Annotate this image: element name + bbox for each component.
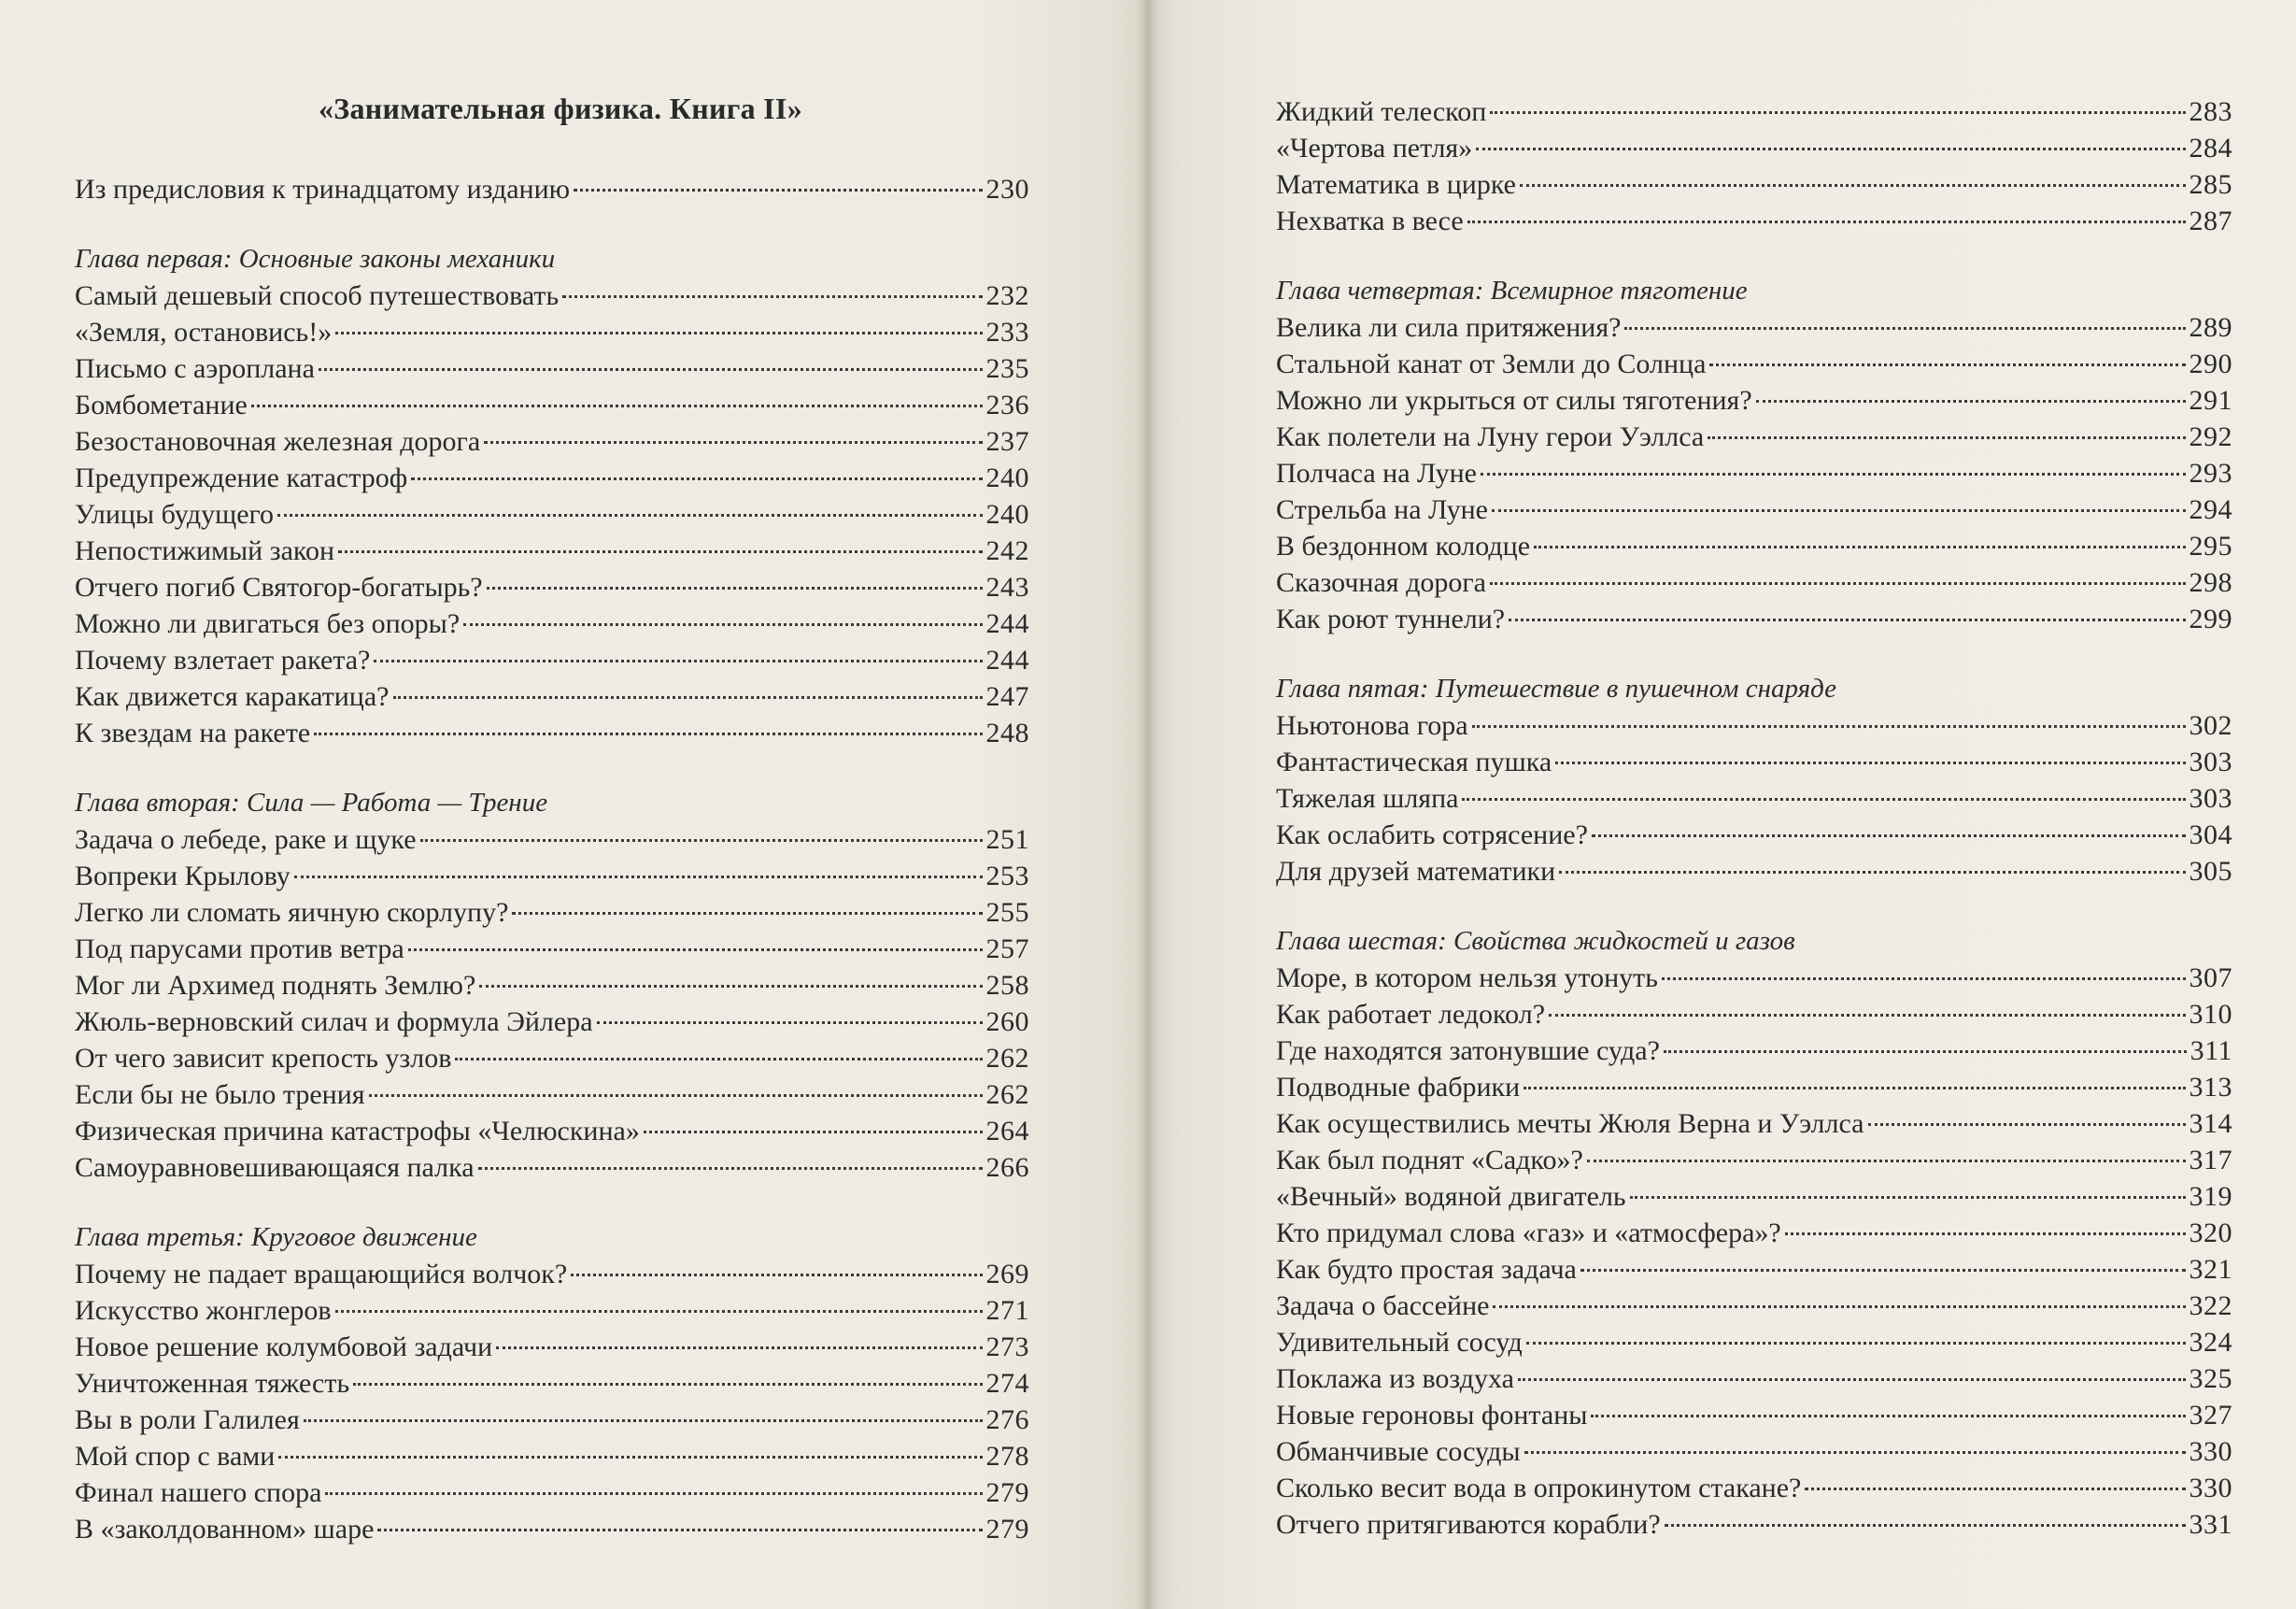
page-number: 284 [2189,133,2232,164]
page-number: 262 [985,1043,1029,1074]
page-number: 327 [2189,1400,2232,1431]
page-number: 273 [985,1331,1029,1362]
entry-title: Жидкий телескоп [1276,96,1487,127]
entry-title: Как движется каракатица? [75,681,390,712]
entry-title: Нехватка в весе [1276,206,1464,236]
dot-leader [1492,508,2186,512]
toc-entry [1276,1032,2232,1069]
entry-title: Легко ли сломать яичную скорлупу? [75,897,509,928]
page-number: 314 [2189,1108,2232,1139]
dot-leader [1490,581,2186,585]
entry-title: Почему не падает вращающийся волчок? [75,1259,568,1289]
page-number: 287 [2189,206,2232,236]
page-number: 298 [2189,567,2232,598]
page-number: 324 [2189,1327,2232,1358]
dot-leader [377,1528,982,1531]
toc-entry [1276,780,2232,817]
entry-title: Если бы не было трения [75,1079,365,1110]
page-number: 244 [985,608,1029,639]
page-number: 260 [985,1006,1029,1037]
entry-title: Искусство жонглеров [75,1295,332,1326]
dot-leader [1805,1487,2185,1490]
page-number: 279 [985,1514,1029,1545]
dot-leader [1524,1450,2186,1454]
page-number: 255 [985,897,1029,928]
entry-title: Как будто простая задача [1276,1254,1577,1285]
dot-leader [1476,147,2185,150]
dot-leader [420,838,983,842]
entry-title: Отчего притягиваются корабли? [1276,1509,1661,1540]
toc-section [1276,671,2232,890]
entry-title: Почему взлетает ракета? [75,645,371,676]
page-number: 295 [2189,531,2232,562]
page-number: 237 [985,426,1029,457]
toc-entry [75,423,1029,460]
toc-entry [75,1474,1029,1511]
dot-leader [294,875,983,878]
toc-entry [1276,419,2232,455]
entry-title: Ньютонова гора [1276,710,1468,741]
page-number: 269 [985,1259,1029,1289]
page-number: 303 [2189,747,2232,777]
page-number: 321 [2189,1254,2232,1285]
toc-entry [1276,564,2232,601]
entry-title: Жюль-верновский силач и формула Эйлера [75,1006,593,1037]
dot-leader [512,911,982,915]
entry-title: Обманчивые сосуды [1276,1436,1521,1467]
dot-leader [1630,1195,2186,1199]
dot-leader [484,440,982,444]
toc-entry [1276,1360,2232,1397]
chapter-heading: Глава шестая: Свойства жидкостей и газов [1276,926,1795,956]
page-number: 303 [2189,783,2232,814]
dot-leader [479,984,982,988]
toc-entry [1276,1324,2232,1360]
entry-title: Физическая причина катастрофы «Челюскина» [75,1116,640,1146]
toc-entry [1276,166,2232,203]
dot-leader [1518,1377,2186,1381]
page-number: 235 [985,353,1029,384]
page-number: 247 [985,681,1029,712]
page-number: 262 [985,1079,1029,1110]
dot-leader [1580,1268,2186,1272]
entry-title: Мой спор с вами [75,1441,276,1472]
entry-title: Стальной канат от Земли до Солнца [1276,349,1707,379]
page-number: 251 [985,824,1029,855]
toc-entry [1276,93,2232,130]
entry-title: Для друзей математики [1276,856,1556,887]
entry-title: Вопреки Крылову [75,861,291,891]
dot-leader [1785,1232,2186,1235]
toc-section [75,785,1029,1186]
dot-leader [1555,761,2185,764]
toc-entry [75,715,1029,751]
dot-leader [574,188,982,192]
toc-entry [1276,1105,2232,1142]
page-number: 325 [2189,1363,2232,1394]
entry-title: Безостановочная железная дорога [75,426,481,457]
toc-entry [1276,346,2232,382]
dot-leader [1549,1013,2185,1017]
dot-leader [1520,183,2186,187]
dot-leader [1756,399,2186,403]
entry-title: Велика ли сила притяжения? [1276,312,1622,343]
entry-title: Полчаса на Луне [1276,458,1477,489]
dot-leader [1708,435,2185,439]
entry-title: Новое решение колумбовой задачи [75,1331,493,1362]
entry-title: Поклажа из воздуха [1276,1363,1514,1394]
entry-title: В «заколдованном» шаре [75,1514,375,1545]
dot-leader [1662,976,2186,980]
book-title: «Занимательная физика. Книга II» [318,92,802,125]
toc-section [75,241,1029,751]
page-number: 253 [985,861,1029,891]
dot-leader [463,622,982,626]
entry-title: Подводные фабрики [1276,1072,1521,1103]
dot-leader [1509,618,2185,621]
dot-leader [1665,1523,2186,1527]
dot-leader [1592,833,2186,837]
dot-leader [1472,724,2186,728]
page-number: 266 [985,1152,1029,1183]
toc-entry [75,1040,1029,1076]
page-number: 299 [2189,604,2232,634]
toc-entry [1276,1178,2232,1215]
page-number: 240 [985,463,1029,493]
entry-title: Кто придумал слова «газ» и «атмосфера»? [1276,1217,1781,1248]
entry-title: Отчего погиб Святогор-богатырь? [75,572,483,603]
book-gutter [1138,0,1158,1609]
dot-leader [411,477,982,480]
page-number: 279 [985,1477,1029,1508]
toc-entry [75,278,1029,314]
entry-title: Самоуравновешивающаяся палка [75,1152,475,1183]
toc-entry [1276,817,2232,853]
page-number: 257 [985,933,1029,964]
page-number: 320 [2189,1217,2232,1248]
dot-leader [325,1491,982,1495]
toc-entry [75,569,1029,605]
dot-leader [1624,326,2185,330]
toc-entry [1276,1506,2232,1543]
dot-leader [1709,363,2185,366]
toc-entry [1276,1470,2232,1506]
entry-title: Бомбометание [75,390,248,420]
dot-leader [393,695,983,699]
page-number: 242 [985,535,1029,566]
entry-title: К звездам на ракете [75,718,311,748]
page-number: 304 [2189,819,2232,850]
entry-title: Математика в цирке [1276,169,1516,200]
dot-leader [1481,472,2186,476]
toc-entry [75,1329,1029,1365]
toc-entry [75,931,1029,967]
toc-entry [1276,853,2232,890]
page-number: 274 [985,1368,1029,1399]
dot-leader [353,1382,982,1386]
chapter-heading: Глава первая: Основные законы механики [75,244,556,274]
entry-title: Задача о бассейне [1276,1290,1490,1321]
toc-entry [75,678,1029,715]
toc-entry [75,496,1029,533]
entry-title: Можно ли укрыться от силы тяготения? [1276,385,1752,416]
toc-entry [75,1256,1029,1292]
toc-entry [75,460,1029,496]
toc-entry [75,1365,1029,1402]
entry-title: Под парусами против ветра [75,933,404,964]
entry-title: Финал нашего спора [75,1477,322,1508]
dot-leader [314,732,982,735]
page-number: 271 [985,1295,1029,1326]
left-toc-column [75,171,1029,1547]
entry-title: Тяжелая шляпа [1276,783,1459,814]
entry-title: Непостижимый закон [75,535,335,566]
toc-entry [1276,1142,2232,1178]
entry-title: Удивительный сосуд [1276,1327,1523,1358]
dot-leader [1462,797,2185,801]
entry-title: Как роют туннели? [1276,604,1506,634]
page-number: 313 [2189,1072,2232,1103]
dot-leader [335,331,982,335]
dot-leader [374,659,982,662]
entry-title: Где находятся затонувшие суда? [1276,1035,1660,1066]
dot-leader [1493,1304,2185,1308]
entry-title: «Чертова петля» [1276,133,1473,164]
toc-entry [75,1149,1029,1186]
page-number: 283 [2189,96,2232,127]
entry-title: Задача о лебеде, раке и щуке [75,824,417,855]
toc-entry [75,533,1029,569]
page-number: 276 [985,1404,1029,1435]
entry-title: Вы в роли Галилея [75,1404,300,1435]
dot-leader [278,1455,982,1459]
entry-title: Море, в котором нельзя утонуть [1276,962,1658,993]
toc-entry [1276,203,2232,239]
page-number: 292 [2189,421,2232,452]
dot-leader [319,367,983,371]
toc-entry [1276,960,2232,996]
entry-title: Сколько весит вода в опрокинутом стакане? [1276,1473,1802,1503]
dot-leader [304,1418,983,1422]
page-number: 291 [2189,385,2232,416]
dot-leader [338,549,982,553]
dot-leader [408,947,983,951]
entry-title: В бездонном колодце [1276,531,1531,562]
entry-title: «Земля, остановись!» [75,317,333,348]
page-number: 278 [985,1441,1029,1472]
toc-entry [1276,996,2232,1032]
toc-entry [1276,455,2232,491]
toc-entry [75,821,1029,858]
toc-entry [75,605,1029,642]
dot-leader [1524,1086,2185,1089]
page-number: 240 [985,499,1029,530]
toc-entry [1276,601,2232,637]
entry-title: Как был поднят «Садко»? [1276,1145,1583,1175]
page-number: 285 [2189,169,2232,200]
entry-title: Можно ли двигаться без опоры? [75,608,461,639]
toc-entry [75,171,1029,207]
entry-title: Сказочная дорога [1276,567,1486,598]
toc-entry [75,1402,1029,1438]
entry-title: Новые героновы фонтаны [1276,1400,1588,1431]
entry-title: Улицы будущего [75,499,275,530]
toc-entry [75,1113,1029,1149]
chapter-heading: Глава пятая: Путешествие в пушечном снаряде [1276,674,1837,704]
page-number: 322 [2189,1290,2232,1321]
entry-title: Уничтоженная тяжесть [75,1368,350,1399]
dot-leader [1534,545,2185,548]
dot-leader [277,513,982,517]
toc-entry [75,314,1029,350]
toc-section [1276,273,2232,637]
page-number: 307 [2189,962,2232,993]
toc-section [1276,93,2232,239]
dot-leader [1526,1341,2186,1345]
page-number: 289 [2189,312,2232,343]
page-number: 230 [985,174,1029,205]
page-number: 293 [2189,458,2232,489]
toc-entry [75,642,1029,678]
page-number: 258 [985,970,1029,1001]
toc-entry [75,1511,1029,1547]
toc-entry [75,1292,1029,1329]
toc-entry [1276,382,2232,419]
page-number: 294 [2189,494,2232,525]
toc-entry [1276,1215,2232,1251]
toc-entry [1276,1069,2232,1105]
chapter-heading: Глава вторая: Сила — Работа — Трение [75,788,548,818]
page-number: 244 [985,645,1029,676]
page-number: 243 [985,572,1029,603]
entry-title: Как осуществились мечты Жюля Верна и Уэллса [1276,1108,1864,1139]
entry-title: Самый дешевый способ путешествовать [75,280,560,311]
toc-entry [75,967,1029,1004]
dot-leader [1467,220,2186,223]
dot-leader [455,1057,982,1061]
entry-title: Письмо с аэроплана [75,353,315,384]
page-number: 310 [2189,999,2232,1030]
dot-leader [1591,1414,2185,1417]
toc-entry [1276,707,2232,744]
toc-entry [1276,309,2232,346]
toc-entry [1276,1397,2232,1433]
toc-entry [75,387,1029,423]
entry-title: От чего зависит крепость узлов [75,1043,452,1074]
toc-entry [1276,491,2232,528]
page-number: 264 [985,1116,1029,1146]
toc-entry [75,350,1029,387]
toc-section [1276,923,2232,1543]
dot-leader [478,1166,983,1170]
toc-entry [1276,1251,2232,1288]
dot-leader [644,1130,983,1133]
dot-leader [335,1309,983,1313]
page-number: 305 [2189,856,2232,887]
dot-leader [562,294,982,298]
dot-leader [1490,110,2185,114]
dot-leader [251,404,983,407]
entry-title: Как ослабить сотрясение? [1276,819,1588,850]
dot-leader [1664,1049,2187,1053]
dot-leader [496,1346,982,1349]
entry-title: «Вечный» водяной двигатель [1276,1181,1626,1212]
page-number: 248 [985,718,1029,748]
dot-leader [597,1020,983,1024]
page-number: 331 [2189,1509,2232,1540]
dot-leader [1868,1122,2186,1126]
entry-title: Как полетели на Луну герои Уэллса [1276,421,1705,452]
toc-entry [75,1004,1029,1040]
toc-entry [1276,1433,2232,1470]
toc-entry [1276,744,2232,780]
page-number: 233 [985,317,1029,348]
page-number: 311 [2190,1035,2232,1066]
toc-entry [75,1438,1029,1474]
toc-entry [1276,528,2232,564]
entry-title: Из предисловия к тринадцатому изданию [75,174,571,205]
entry-title: Как работает ледокол? [1276,999,1546,1030]
toc-entry [1276,1288,2232,1324]
page-number: 317 [2189,1145,2232,1175]
page-number: 319 [2189,1181,2232,1212]
dot-leader [1587,1159,2186,1162]
chapter-heading: Глава третья: Круговое движение [75,1222,477,1252]
page-number: 330 [2189,1436,2232,1467]
page-number: 330 [2189,1473,2232,1503]
right-page [1148,0,2296,1609]
toc-entry [75,858,1029,894]
page-number: 302 [2189,710,2232,741]
dot-leader [487,586,983,590]
page-number: 290 [2189,349,2232,379]
entry-title: Предупреждение катастроф [75,463,408,493]
dot-leader [571,1273,982,1276]
entry-title: Мог ли Архимед поднять Землю? [75,970,476,1001]
toc-entry [1276,130,2232,166]
toc-entry [75,894,1029,931]
dot-leader [369,1093,983,1097]
page-number: 232 [985,280,1029,311]
toc-section [75,171,1029,207]
toc-section [75,1219,1029,1547]
page-number: 236 [985,390,1029,420]
dot-leader [1559,870,2185,874]
entry-title: Фантастическая пушка [1276,747,1552,777]
entry-title: Стрельба на Луне [1276,494,1488,525]
chapter-heading: Глава четвертая: Всемирное тяготение [1276,276,1748,306]
right-toc-column [1276,93,2232,1543]
toc-entry [75,1076,1029,1113]
